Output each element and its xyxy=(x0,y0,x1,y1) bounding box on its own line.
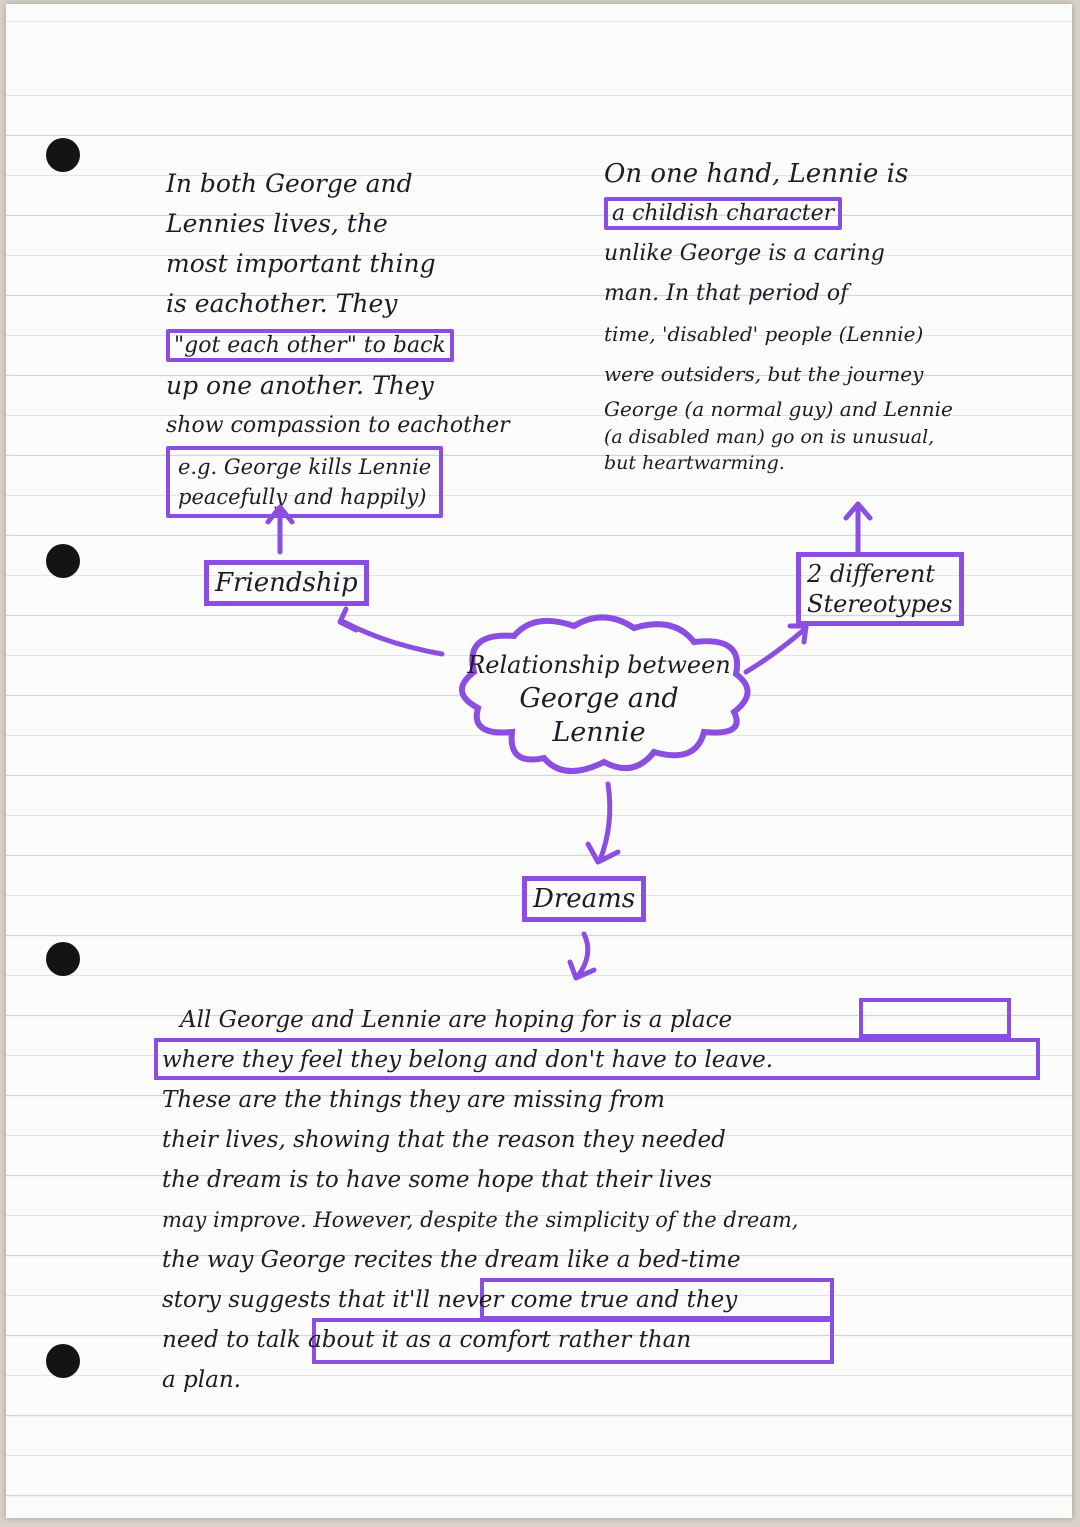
childish-highlight: a childish character xyxy=(604,197,842,230)
note-line: peacefully and happily) xyxy=(178,485,427,509)
paragraph-line: their lives, showing that the reason they needed xyxy=(162,1127,726,1153)
paragraph-line: These are the things they are missing from xyxy=(162,1087,665,1113)
central-topic-line: George and xyxy=(519,683,679,714)
quote-highlight: "got each other" to back xyxy=(166,329,454,362)
dreams-label: Dreams xyxy=(522,876,646,922)
central-topic-line: Relationship between xyxy=(467,651,731,679)
paragraph-line: the way George recites the dream like a bed-time xyxy=(162,1247,741,1273)
dreams-paragraph xyxy=(162,1000,1052,1400)
note-line: On one hand, Lennie is xyxy=(604,159,909,189)
note-line: is eachother. They xyxy=(166,289,398,318)
note-line: time, 'disabled' people (Lennie) xyxy=(604,322,924,346)
paragraph-line: a plan. xyxy=(162,1367,241,1393)
paragraph-line: need to talk about it as a comfort rather than xyxy=(162,1327,692,1353)
note-line: man. In that period of xyxy=(604,281,849,306)
stereotypes-label-line: 2 different xyxy=(807,560,935,588)
central-topic-cloud xyxy=(434,612,764,782)
paragraph-line: story suggests that it'll never come true and they xyxy=(162,1287,738,1313)
note-line: show compassion to eachother xyxy=(166,413,510,438)
notebook-page xyxy=(6,4,1072,1518)
note-line: but heartwarming. xyxy=(604,452,785,474)
paragraph-line: All George and Lennie are hoping for is a place xyxy=(180,1007,733,1033)
note-line: (a disabled man) go on is unusual, xyxy=(604,426,935,448)
arrow-to-friendship xyxy=(344,622,442,654)
note-line: up one another. They xyxy=(166,371,434,400)
note-line: were outsiders, but the journey xyxy=(604,362,924,386)
note-line: most important thing xyxy=(166,249,436,278)
arrow-to-dreams xyxy=(600,784,610,860)
paragraph-line: may improve. However, despite the simplicity of the dream, xyxy=(162,1208,799,1232)
note-line: unlike George is a caring xyxy=(604,241,885,266)
stereotypes-label-line: Stereotypes xyxy=(807,590,953,618)
note-line: In both George and xyxy=(166,169,413,198)
central-topic-text xyxy=(434,648,764,750)
paragraph-line: the dream is to have some hope that their lives xyxy=(162,1167,712,1193)
paragraph-line: where they feel they belong and don't have to leave. xyxy=(162,1047,774,1073)
friendship-label: Friendship xyxy=(204,560,369,606)
stereotypes-label xyxy=(796,552,964,626)
note-line: George (a normal guy) and Lennie xyxy=(604,397,953,421)
central-topic-line: Lennie xyxy=(552,717,646,748)
arrow-to-paragraph xyxy=(578,934,588,976)
note-line: e.g. George kills Lennie xyxy=(178,455,432,479)
note-line: Lennies lives, the xyxy=(166,209,388,238)
